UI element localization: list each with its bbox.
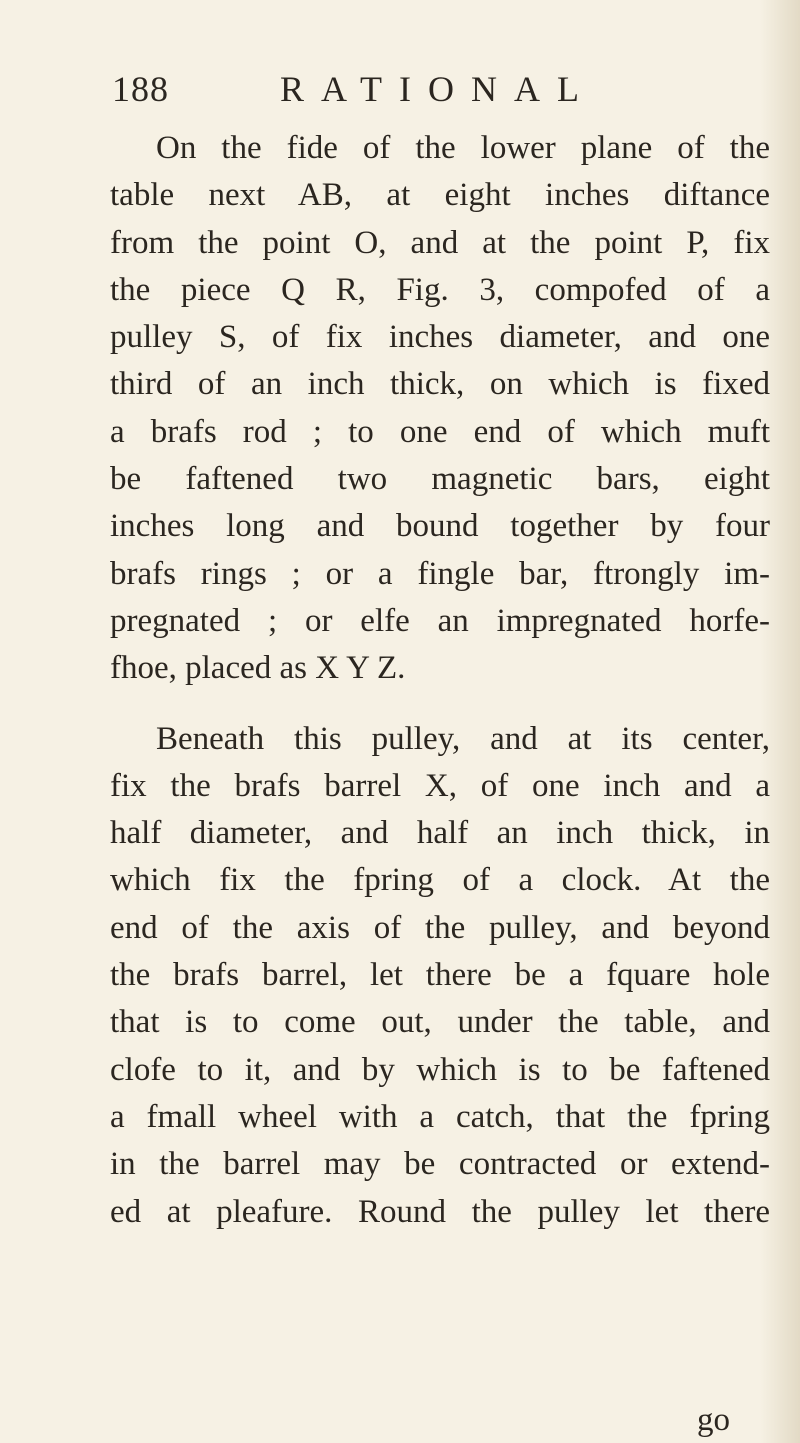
text-line: which fix the fpring of a clock. At the: [110, 862, 770, 899]
text-line: from the point O, and at the point P, fix: [110, 224, 770, 261]
text-line: in the barrel may be contracted or extend-: [110, 1146, 770, 1183]
text-line: a fmall wheel with a catch, that the fpring: [110, 1098, 770, 1135]
text-line: clofe to it, and by which is to be faftened: [110, 1051, 770, 1088]
text-line: the brafs barrel, let there be a fquare hole: [110, 957, 770, 994]
text-line: third of an inch thick, on which is fixed: [110, 366, 770, 403]
text-line: half diameter, and half an inch thick, in: [110, 815, 770, 852]
text-line: ed at pleafure. Round the pulley let there: [110, 1193, 770, 1230]
text-line: On the fide of the lower plane of the: [156, 130, 770, 166]
text-line: that is to come out, under the table, and: [110, 1004, 770, 1041]
text-line: fix the brafs barrel X, of one inch and a: [110, 767, 770, 804]
text-line: be faftened two magnetic bars, eight: [110, 461, 770, 498]
running-title: RATIONAL: [280, 69, 596, 109]
page-number: 188: [112, 69, 169, 109]
text-line: brafs rings ; or a fingle bar, ftrongly im-: [110, 555, 770, 592]
text-line: table next AB, at eight inches diftance: [110, 177, 770, 214]
text-line: the piece Q R, Fig. 3, compofed of a: [110, 271, 770, 308]
catchword: go: [697, 1402, 730, 1438]
body-text: [110, 125, 770, 1236]
text-line: a brafs rod ; to one end of which muft: [110, 413, 770, 450]
text-line: fhoe, placed as X Y Z.: [110, 650, 406, 687]
paragraph-1: [110, 125, 770, 693]
text-line: pulley S, of fix inches diameter, and one: [110, 319, 770, 356]
text-line: inches long and bound together by four: [110, 508, 770, 545]
paragraph-2: [110, 716, 770, 1236]
text-line: end of the axis of the pulley, and beyond: [110, 909, 770, 946]
text-line: Beneath this pulley, and at its center,: [156, 720, 770, 757]
running-head: [112, 68, 752, 118]
text-line: pregnated ; or elfe an impregnated horfe-: [110, 602, 770, 639]
